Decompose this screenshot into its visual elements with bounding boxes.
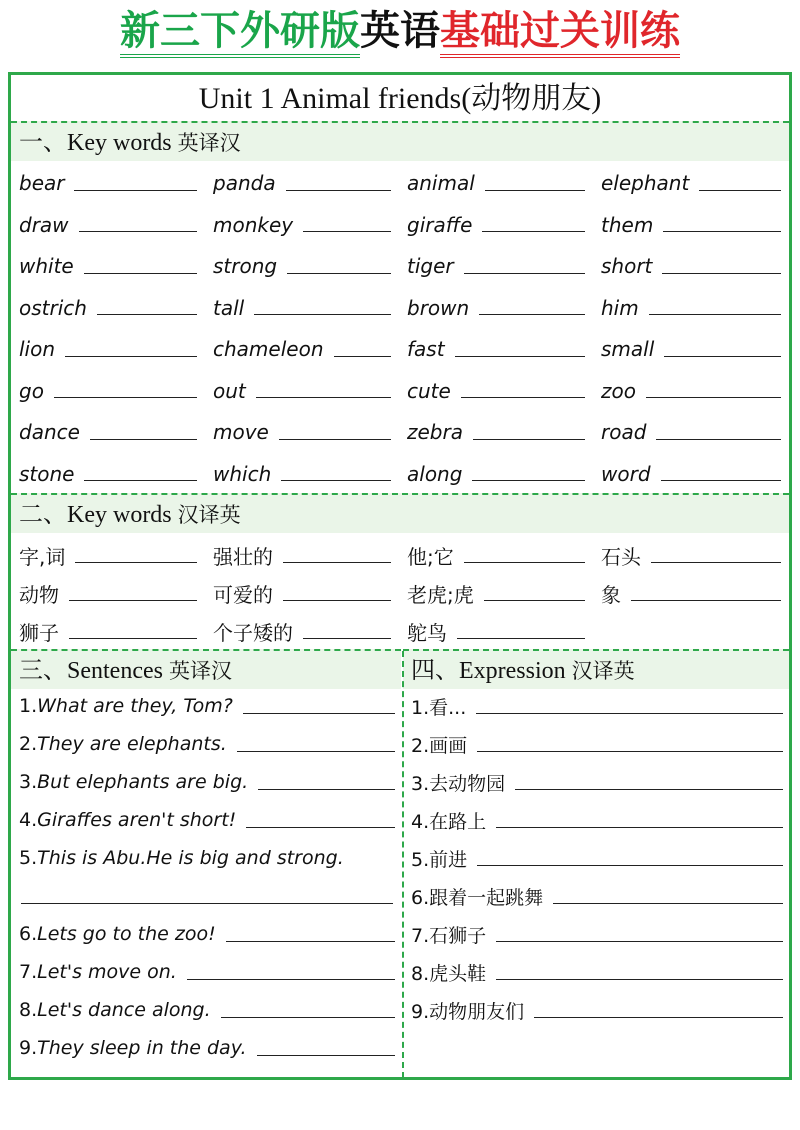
worksheet-banner: [0, 0, 800, 62]
section4-item: [411, 953, 783, 991]
section3-item-prompt: This is Abu.He is big and strong.: [37, 847, 344, 869]
section1-word-cell: [213, 412, 391, 452]
section4-item-number: 1.: [411, 696, 430, 719]
section1-word: tiger: [407, 254, 454, 278]
section4-item-text: [411, 921, 486, 948]
section1-heading: [11, 121, 789, 161]
section1-word-cell: [19, 454, 197, 494]
section1-word: them: [601, 212, 654, 237]
answer-blank[interactable]: [464, 273, 585, 274]
section3-item-text: [19, 733, 227, 755]
section3-item: [19, 1029, 395, 1067]
answer-blank[interactable]: [477, 751, 783, 752]
section4-item-prompt: 画画: [429, 734, 468, 757]
section1-word-cell: [213, 205, 391, 245]
answer-blank[interactable]: [226, 941, 395, 942]
answer-blank[interactable]: [65, 356, 197, 357]
section1-word: chameleon: [213, 337, 324, 361]
section3-item-text: [19, 961, 177, 983]
section2-row: [19, 611, 789, 651]
answer-blank[interactable]: [69, 638, 197, 639]
answer-blank[interactable]: [97, 314, 197, 315]
section1-word: zebra: [407, 420, 463, 444]
section3-item-prompt: They sleep in the day.: [37, 1037, 247, 1059]
section4-item: [411, 801, 783, 839]
answer-blank[interactable]: [257, 1055, 395, 1056]
section3-item-text: [19, 809, 236, 831]
section3-heading: [11, 649, 401, 689]
section3-item-prompt: Giraffes aren't short!: [37, 809, 237, 831]
section3-heading-en: 三、Sentences: [19, 658, 169, 684]
section2-word-cell: [213, 611, 391, 651]
section4-item-prompt: 虎头鞋: [429, 962, 487, 985]
answer-blank[interactable]: [631, 600, 781, 601]
section2-word: 动物: [19, 582, 59, 607]
answer-blank[interactable]: [287, 273, 391, 274]
section1-word-cell: [601, 329, 781, 369]
section4-item-prompt: 石狮子: [429, 924, 487, 947]
section1-word-cell: [19, 371, 197, 411]
section2-word: 他;它: [407, 544, 454, 569]
section2-word-cell: [407, 611, 585, 651]
section1-word: elephant: [601, 171, 690, 195]
section1-word-cell: [19, 288, 197, 328]
section2-word-cell: [407, 535, 585, 575]
section1-row: [19, 246, 789, 286]
section4-item-prompt: 看...: [429, 696, 467, 719]
section4-item-text: [411, 731, 467, 758]
section4-item-text: [411, 807, 486, 834]
answer-blank[interactable]: [663, 231, 781, 232]
answer-blank[interactable]: [54, 397, 197, 398]
answer-blank[interactable]: [484, 600, 585, 601]
section3-heading-zh: 英译汉: [168, 659, 232, 683]
section1-word: zoo: [601, 378, 636, 403]
answer-blank[interactable]: [656, 439, 781, 440]
section3-item-prompt: Let's move on.: [37, 961, 177, 983]
section3-item-text: [19, 771, 248, 793]
section1-word-cell: [213, 329, 391, 369]
answer-blank[interactable]: [457, 638, 585, 639]
answer-blank[interactable]: [649, 314, 781, 315]
section1-word-cell: [407, 371, 585, 411]
section1-row: [19, 329, 789, 369]
section3-item: [19, 915, 395, 953]
section1-word: him: [601, 295, 639, 320]
section1-heading-en: 一、Key words: [19, 130, 178, 156]
section2-heading-zh: 汉译英: [177, 503, 241, 527]
section3-item-text: [19, 999, 211, 1021]
section1-row: [19, 371, 789, 411]
answer-blank[interactable]: [496, 941, 783, 942]
section2-word-cell: [19, 573, 197, 613]
section1-word-cell: [407, 288, 585, 328]
section1-word: road: [601, 420, 647, 444]
answer-blank[interactable]: [283, 562, 391, 563]
section2-word: 字,词: [19, 544, 66, 569]
section1-word: animal: [407, 171, 475, 195]
section4-item: [411, 725, 783, 763]
section1-row: [19, 205, 789, 245]
section3-item-number: 9.: [19, 1037, 38, 1059]
section1-word: strong: [213, 254, 278, 278]
banner-part-grade: 新三下外研版: [120, 8, 360, 58]
section1-word-cell: [601, 288, 781, 328]
section1-word: word: [601, 461, 651, 486]
section1-word: along: [407, 461, 463, 486]
section3-item-number: 4.: [19, 809, 38, 831]
section1-word: brown: [407, 295, 470, 320]
section4-item: [411, 687, 783, 725]
section2-word-cell: [601, 535, 781, 575]
section3-item: [19, 763, 395, 801]
section4-item-text: [411, 997, 524, 1024]
section3-item: [19, 801, 395, 839]
section2-word-cell: [213, 535, 391, 575]
section2-word-cell: [601, 573, 781, 613]
section4-item-number: 3.: [411, 772, 430, 795]
section4-item: [411, 991, 783, 1029]
section3-item-text: [19, 847, 344, 869]
section4-item-text: [411, 883, 543, 910]
answer-blank[interactable]: [496, 979, 783, 980]
answer-blank[interactable]: [496, 827, 783, 828]
section1-word-cell: [601, 454, 781, 494]
section4-item-prompt: 动物朋友们: [429, 1000, 525, 1023]
section2-word-cell: [19, 535, 197, 575]
answer-blank[interactable]: [464, 562, 585, 563]
section1-word: monkey: [213, 212, 294, 237]
section3-item-text: [19, 1037, 247, 1059]
section1-word: panda: [213, 171, 276, 195]
banner-part-subject: 英语: [360, 7, 440, 54]
answer-blank[interactable]: [254, 314, 391, 315]
section3-item: [19, 953, 395, 991]
answer-blank[interactable]: [74, 190, 197, 191]
section4-heading-zh: 汉译英: [571, 659, 635, 683]
section3-item: [19, 991, 395, 1029]
section1-word-cell: [601, 246, 781, 286]
worksheet-frame: [8, 72, 792, 1080]
answer-blank[interactable]: [281, 480, 391, 481]
answer-blank[interactable]: [334, 356, 392, 357]
section4-item-number: 5.: [411, 848, 430, 871]
answer-blank[interactable]: [553, 903, 783, 904]
section2-row: [19, 573, 789, 613]
section4-item: [411, 877, 783, 915]
answer-blank[interactable]: [476, 713, 783, 714]
section1-word-cell: [601, 371, 781, 411]
section2-word-cell: [407, 573, 585, 613]
section1-row: [19, 288, 789, 328]
section1-word-cell: [19, 205, 197, 245]
answer-blank[interactable]: [283, 600, 391, 601]
section1-word-cell: [19, 329, 197, 369]
section3-item-text: [19, 923, 216, 945]
answer-blank[interactable]: [461, 397, 585, 398]
answer-blank[interactable]: [303, 231, 391, 232]
section3-item: [19, 687, 395, 725]
answer-blank[interactable]: [279, 439, 391, 440]
section1-word: short: [601, 254, 653, 278]
section4-item-text: [411, 845, 467, 872]
section1-word-cell: [213, 246, 391, 286]
section4-item-number: 6.: [411, 886, 430, 909]
section2-heading: [11, 493, 789, 533]
answer-blank[interactable]: [472, 480, 585, 481]
section4-item-prompt: 跟着一起跳舞: [429, 886, 544, 909]
answer-blank[interactable]: [75, 562, 197, 563]
section4-heading-en: 四、Expression: [411, 658, 572, 684]
section3-item-number: 1.: [19, 695, 38, 717]
answer-blank[interactable]: [286, 190, 391, 191]
answer-blank[interactable]: [90, 439, 197, 440]
column-divider: [402, 651, 404, 1078]
section1-word: stone: [19, 461, 75, 486]
section3-item-number: 6.: [19, 923, 38, 945]
section1-word: fast: [407, 337, 445, 361]
section1-word-cell: [407, 205, 585, 245]
section1-word-cell: [213, 454, 391, 494]
answer-blank[interactable]: [237, 751, 395, 752]
section4-item-text: [411, 769, 505, 796]
section2-word-cell: [19, 611, 197, 651]
unit-title: Unit 1 Animal friends(动物朋友): [198, 82, 602, 115]
section3-item-number: 3.: [19, 771, 38, 793]
section1-word: ostrich: [19, 295, 87, 320]
section2-word: 石头: [601, 544, 641, 569]
answer-blank[interactable]: [699, 190, 781, 191]
answer-blank[interactable]: [646, 397, 781, 398]
section2-word: 鸵鸟: [407, 620, 447, 645]
section1-word: move: [213, 420, 269, 444]
section1-word-cell: [19, 246, 197, 286]
section4-item-text: [411, 693, 466, 720]
section1-word-cell: [407, 246, 585, 286]
answer-blank[interactable]: [661, 480, 781, 481]
section3-item-prompt: But elephants are big.: [37, 771, 249, 793]
answer-blank[interactable]: [246, 827, 395, 828]
section2-row: [19, 535, 789, 575]
section3-item-prompt: What are they, Tom?: [37, 695, 233, 717]
section3-item-prompt: Let's dance along.: [37, 999, 211, 1021]
section1-word: tall: [213, 295, 245, 320]
section1-word-cell: [407, 412, 585, 452]
section1-row: [19, 412, 789, 452]
section3-item-number: 8.: [19, 999, 38, 1021]
section1-word-cell: [407, 329, 585, 369]
answer-blank[interactable]: [515, 789, 783, 790]
answer-blank[interactable]: [534, 1017, 783, 1018]
section4-item-number: 7.: [411, 924, 430, 947]
section3-item-number: 5.: [19, 847, 38, 869]
section1-word-cell: [19, 412, 197, 452]
answer-blank[interactable]: [243, 713, 395, 714]
section4-item-number: 2.: [411, 734, 430, 757]
answer-blank[interactable]: [485, 190, 585, 191]
section3-item-prompt: Lets go to the zoo!: [37, 923, 216, 945]
section1-word: dance: [19, 420, 80, 444]
section1-word-cell: [407, 163, 585, 203]
section1-word-cell: [213, 163, 391, 203]
banner-part-training: 基础过关训练: [440, 8, 680, 58]
section2-word: 狮子: [19, 620, 59, 645]
answer-blank[interactable]: [477, 865, 783, 866]
section1-row: [19, 163, 789, 203]
section4-item-prompt: 前进: [429, 848, 468, 871]
section4-item: [411, 915, 783, 953]
section3-item: [19, 839, 395, 877]
section1-word: white: [19, 254, 74, 278]
answer-blank[interactable]: [69, 600, 197, 601]
answer-blank[interactable]: [84, 480, 197, 481]
section2-word-cell: [213, 573, 391, 613]
section3-item: [19, 725, 395, 763]
section3-item-number: 7.: [19, 961, 38, 983]
section1-word: out: [213, 378, 246, 403]
answer-blank[interactable]: [479, 314, 585, 315]
answer-blank[interactable]: [664, 356, 781, 357]
section1-word-cell: [19, 163, 197, 203]
section1-word-cell: [213, 288, 391, 328]
section4-heading: [403, 649, 789, 689]
answer-blank[interactable]: [79, 231, 197, 232]
section2-word: 可爱的: [213, 582, 273, 607]
section1-word-cell: [407, 454, 585, 494]
section1-word: small: [601, 337, 655, 361]
section2-word: 老虎;虎: [407, 582, 474, 607]
section1-word-cell: [601, 412, 781, 452]
section2-word: 强壮的: [213, 544, 273, 569]
section1-word: bear: [19, 171, 65, 195]
answer-blank[interactable]: [303, 638, 391, 639]
answer-blank[interactable]: [258, 789, 395, 790]
section4-item-number: 8.: [411, 962, 430, 985]
section1-word: which: [213, 461, 272, 486]
answer-blank[interactable]: [473, 439, 585, 440]
answer-blank[interactable]: [482, 231, 585, 232]
answer-blank[interactable]: [662, 273, 781, 274]
answer-blank[interactable]: [187, 979, 395, 980]
section3-item-text: [19, 695, 233, 717]
section1-word: cute: [407, 378, 451, 403]
section4-item-prompt: 在路上: [429, 810, 487, 833]
section4-item: [411, 763, 783, 801]
answer-blank[interactable]: [455, 356, 585, 357]
section2-word: 个子矮的: [213, 620, 293, 645]
section1-row: [19, 454, 789, 494]
section2-word: 象: [601, 582, 621, 607]
answer-blank[interactable]: [221, 1017, 395, 1018]
section4-item: [411, 839, 783, 877]
section1-word-cell: [601, 163, 781, 203]
section1-word: go: [19, 378, 44, 403]
section4-item-text: [411, 959, 486, 986]
section1-word: lion: [19, 337, 56, 361]
section1-word-cell: [601, 205, 781, 245]
section1-word: giraffe: [407, 212, 473, 237]
section2-heading-en: 二、Key words: [19, 502, 178, 528]
section1-heading-zh: 英译汉: [177, 131, 241, 155]
section1-word: draw: [19, 212, 69, 237]
section4-item-number: 9.: [411, 1000, 430, 1023]
answer-blank[interactable]: [651, 562, 781, 563]
section3-item-number: 2.: [19, 733, 38, 755]
answer-blank[interactable]: [84, 273, 197, 274]
answer-blank[interactable]: [256, 397, 391, 398]
section4-item-prompt: 去动物园: [429, 772, 506, 795]
section4-item-number: 4.: [411, 810, 430, 833]
answer-blank[interactable]: [21, 903, 393, 904]
section3-item-prompt: They are elephants.: [37, 733, 227, 755]
section1-word-cell: [213, 371, 391, 411]
